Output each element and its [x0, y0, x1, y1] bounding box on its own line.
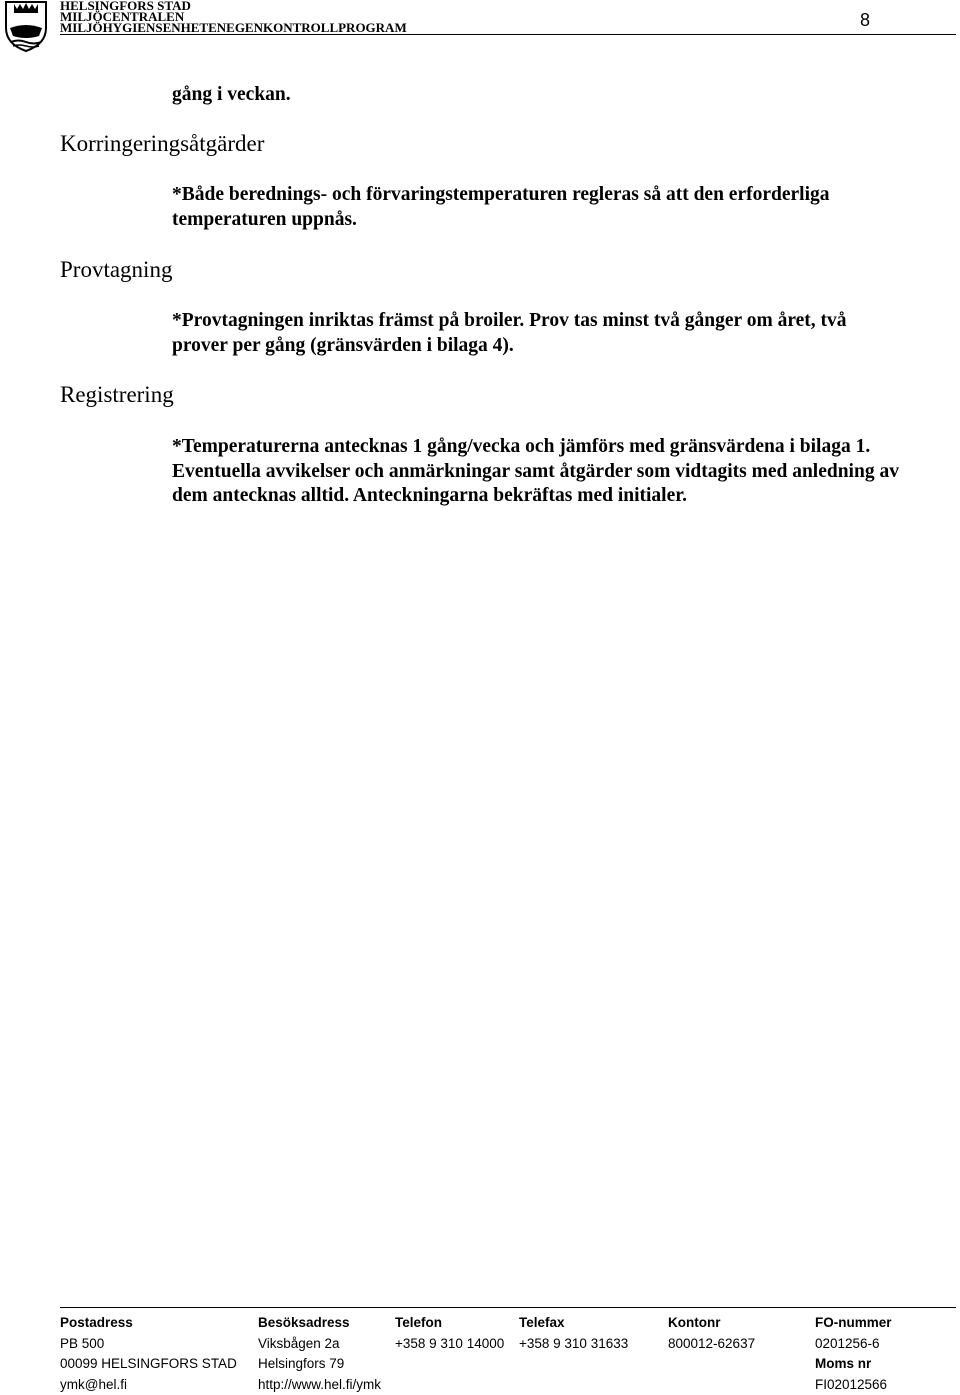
footer-postal-box: PB 500 [60, 1334, 237, 1355]
city-crest-logo [3, 0, 49, 52]
footer-divider [60, 1307, 956, 1308]
footer-account-number: 800012-62637 [668, 1334, 755, 1355]
header-divider [60, 34, 956, 35]
letterhead-department: MILJÖCENTRALEN [60, 11, 407, 22]
footer-visit-city: Helsingfors 79 [258, 1354, 381, 1375]
registration-line: dem antecknas alltid. Anteckningarna bekräftas med initialer. [172, 484, 899, 509]
correction-paragraph [172, 183, 830, 232]
page-number: 8 [860, 10, 870, 30]
label-registration: Registrering [60, 382, 174, 408]
label-correction: Korringeringsåtgärder [60, 131, 264, 157]
footer-business-id [815, 1313, 892, 1395]
footer-fax [519, 1313, 628, 1354]
footer-visit [258, 1313, 381, 1395]
footer-account [668, 1313, 755, 1354]
footer-vat-number: FI02012566 [815, 1375, 892, 1395]
footer-business-id-number: 0201256-6 [815, 1334, 892, 1355]
registration-line: *Temperaturerna antecknas 1 gång/vecka och jämförs med gränsvärdena i bilaga 1. [172, 435, 899, 460]
letterhead-city: HELSINGFORS STAD [60, 0, 407, 11]
footer-visit-street: Viksbågen 2a [258, 1334, 381, 1355]
footer-phone [395, 1313, 504, 1354]
footer-postal-heading: Postadress [60, 1313, 237, 1334]
registration-paragraph [172, 435, 899, 509]
label-sampling: Provtagning [60, 257, 172, 283]
correction-line: *Både berednings- och förvaringstemperaturen regleras så att den erforderliga [172, 183, 830, 208]
footer-vat-heading: Moms nr [815, 1354, 892, 1375]
footer-visit-heading: Besöksadress [258, 1313, 381, 1334]
sampling-line: *Provtagningen inriktas främst på broiler. Prov tas minst två gånger om året, två [172, 309, 847, 334]
footer-fax-number: +358 9 310 31633 [519, 1334, 628, 1355]
registration-line: Eventuella avvikelser och anmärkningar samt åtgärder som vidtagits med anledning av [172, 460, 899, 485]
sampling-paragraph [172, 309, 847, 358]
footer-postal [60, 1313, 237, 1395]
continuation-text: gång i veckan. [172, 83, 291, 108]
footer-phone-heading: Telefon [395, 1313, 504, 1334]
correction-line: temperaturen uppnås. [172, 208, 830, 233]
letterhead-unit: MILJÖHYGIENSENHETENEGENKONTROLLPROGRAM [60, 22, 407, 33]
sampling-line: prover per gång (gränsvärden i bilaga 4). [172, 334, 847, 359]
footer-postal-city: 00099 HELSINGFORS STAD [60, 1354, 237, 1375]
footer-email: ymk@hel.fi [60, 1375, 237, 1395]
footer-fax-heading: Telefax [519, 1313, 628, 1334]
footer-phone-number: +358 9 310 14000 [395, 1334, 504, 1355]
footer-account-heading: Kontonr [668, 1313, 755, 1334]
footer-business-id-heading: FO-nummer [815, 1313, 892, 1334]
letterhead [60, 0, 407, 33]
footer-website: http://www.hel.fi/ymk [258, 1375, 381, 1395]
